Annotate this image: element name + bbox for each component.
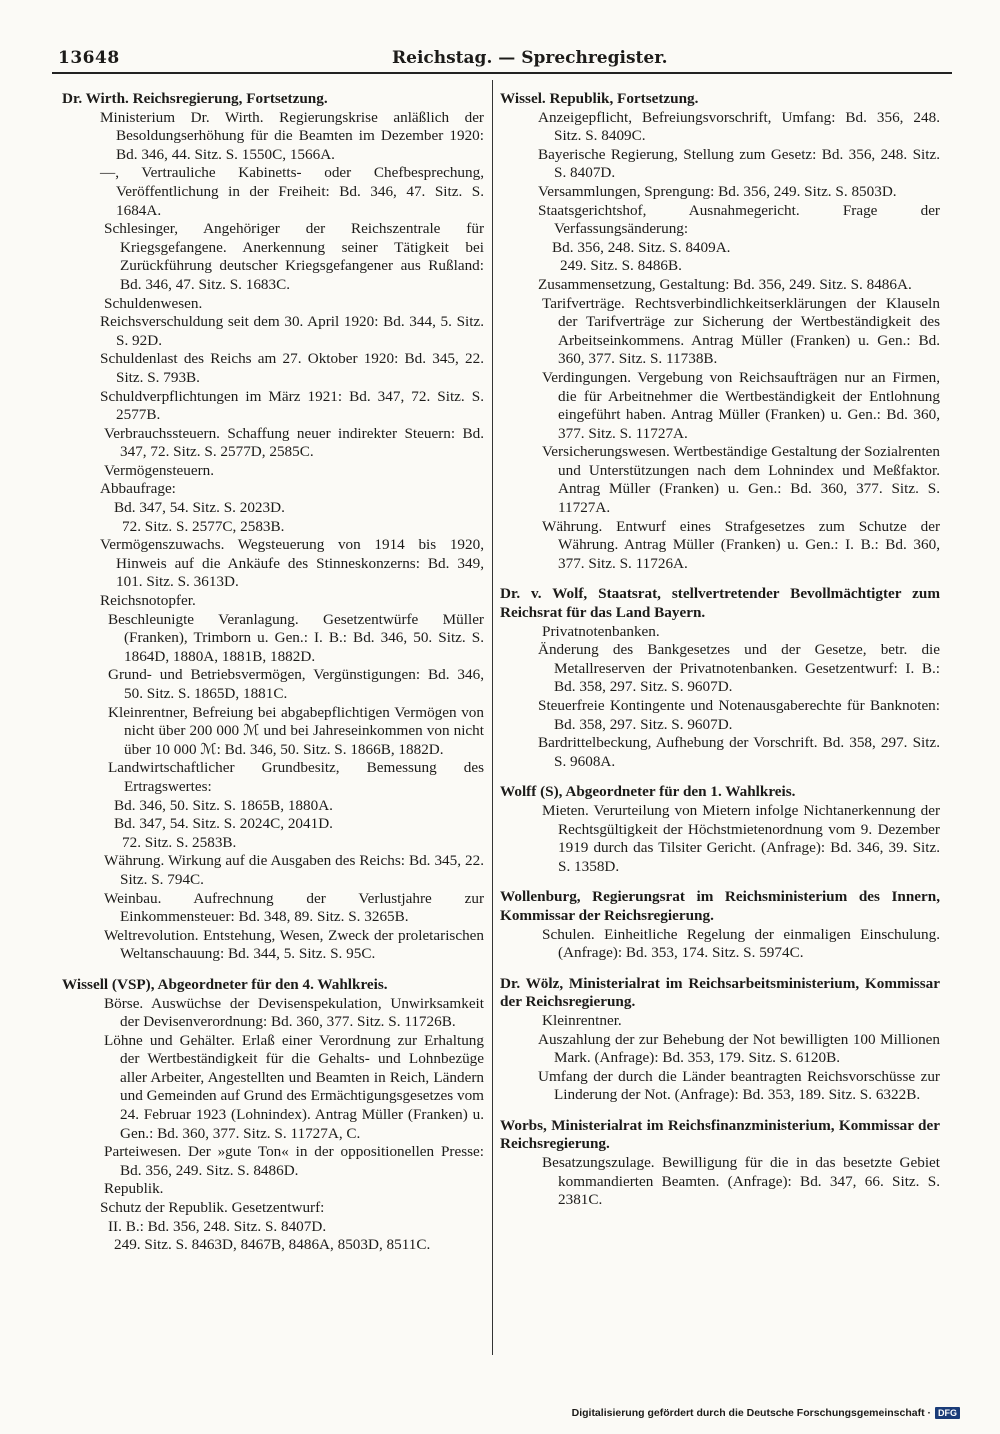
running-title: Reichstag. — Sprechregister. [392,48,668,68]
entry-line: Beschleunigte Veranlagung. Gesetzentwürfe Müller (Franken), Trimborn u. Gen.: I. B.: Bd. 346, 50. Sitz. S. 1864D, 1880A, 1881B, 1882D. [108,610,484,665]
entry-line: Vermögenszuwachs. Wegsteuerung von 1914 bis 1920, Hinweis auf die Ankäufe des Stinneskonzerns: Bd. 349, 101. Sitz. S. 3613D. [100,536,484,591]
entry-line: Verbrauchssteuern. Schaffung neuer indirekter Steuern: Bd. 347, 72. Sitz. S. 2577D, 2585C. [104,424,484,461]
column-divider [492,80,493,1355]
entry-line: Bd. 346, 50. Sitz. S. 1865B, 1880A. [114,796,333,814]
entry-line: 249. Sitz. S. 8486B. [560,257,682,275]
entry-line: Zusammensetzung, Gestaltung: Bd. 356, 249. Sitz. S. 8486A. [538,275,912,293]
entry-line: II. B.: Bd. 356, 248. Sitz. S. 8407D. [108,1217,327,1235]
entry-line: Bd. 347, 54. Sitz. S. 2024C, 2041D. [114,815,333,833]
entry-line: Kleinrentner. [542,1011,622,1029]
entry-line: Versammlungen, Sprengung: Bd. 356, 249. Sitz. S. 8503D. [538,182,897,200]
entry-line: Verdingungen. Vergebung von Reichsaufträgen nur an Firmen, die für Arbeitnehmer die Wertbeständigkeit der Entlohnung eingeführt haben. Antrag Müller (Franken) u. Gen.: Bd. 360, 377. Sitz. S. 11727A. [542,368,940,442]
entry-line: Weltrevolution. Entstehung, Wesen, Zweck der proletarischen Weltanschauung: Bd. 344, 5. Sitz. S. 95C. [104,926,484,963]
entry-line: Schulen. Einheitliche Regelung der einmaligen Einschulung. (Anfrage): Bd. 353, 174. Sitz. S. 5974C. [542,925,940,962]
entry-line: —, Vertrauliche Kabinetts- oder Chefbesprechung, Veröffentlichung in der Freiheit: Bd. 346, 47. Sitz. S. 1684A. [100,164,484,219]
register-entry [500,585,940,771]
entry-line: Bd. 356, 248. Sitz. S. 8409A. [552,238,731,256]
entry-line: Umfang der durch die Länder beantragten Reichsvorschüsse zur Linderung der Not. (Anfrage): Bd. 353, 189. Sitz. S. 6322B. [538,1067,940,1104]
entry-line: Kleinrentner, Befreiung bei abgabepflichtigen Vermögen von nicht über 200 000 ℳ und bei Jahreseinkommen von nicht über 10 000 ℳ: Bd. 346, 50. Sitz. S. 1866B, 1882D. [108,703,484,758]
entry-line: Mieten. Verurteilung von Mietern infolge Nichtanerkennung der Rechtsgültigkeit der Höchstmietenordnung vom 9. Dezember 1919 durch das Tilsiter Gericht. (Anfrage): Bd. 346, 39. Sitz. S. 1358D. [542,801,940,875]
entry-line: Währung. Entwurf eines Strafgesetzes zum Schutze der Währung. Antrag Müller (Franken) u. Gen.: I. B.: Bd. 360, 377. Sitz. S. 11726A. [542,517,940,572]
entry-line: Währung. Wirkung auf die Ausgaben des Reichs: Bd. 345, 22. Sitz. S. 794C. [104,852,484,888]
entry-line: Schutz der Republik. Gesetzentwurf: [100,1199,325,1217]
entry-line: Staatsgerichtshof, Ausnahmegericht. Frage der Verfassungsänderung: [538,201,940,238]
register-entry [500,1117,940,1210]
entry-heading: Dr. Wölz, Ministerialrat im Reichsarbeitsministerium, Kommissar der Reichsregierung. [500,974,940,1011]
entry-line: Republik. [104,1180,164,1198]
entry-line: Versicherungswesen. Wertbeständige Gestaltung der Sozialrenten und Unterstützungen nach dem Lohnindex und Meßfaktor. Antrag Müller (Franken) u. Gen.: Bd. 360, 377. Sitz. S. 11727A. [542,443,940,517]
header-rule [52,72,952,74]
entry-line: Reichsnotopfer. [100,592,196,610]
right-column [500,90,940,1222]
entry-line: Reichsverschuldung seit dem 30. April 1920: Bd. 344, 5. Sitz. S. 92D. [100,313,484,349]
entry-line: Bd. 347, 54. Sitz. S. 2023D. [114,499,285,517]
register-entry [62,976,484,1255]
entry-line: Anzeigepflicht, Befreiungsvorschrift, Umfang: Bd. 356, 248. Sitz. S. 8409C. [538,108,940,145]
page-header [52,44,952,72]
entry-line: Schuldverpflichtungen im März 1921: Bd. 347, 72. Sitz. S. 2577B. [100,387,484,424]
left-column [62,90,484,1267]
register-entry [500,90,940,573]
entry-line: Schuldenlast des Reichs am 27. Oktober 1920: Bd. 345, 22. Sitz. S. 793B. [100,350,484,386]
page-number: 13648 [58,48,120,68]
footer-credit: Digitalisierung gefördert durch die Deutsche Forschungsgemeinschaft · [571,1407,931,1419]
entry-heading: Dr. v. Wolf, Staatsrat, stellvertretender Bevollmächtigter zum Reichsrat für das Land Bayern. [500,585,940,622]
entry-line: Parteiwesen. Der »gute Ton« in der oppositionellen Presse: Bd. 356, 249. Sitz. S. 8486D. [104,1143,484,1179]
entry-line: Börse. Auswüchse der Devisenspekulation, Unwirksamkeit der Devisenverordnung: Bd. 360, 377. Sitz. S. 11726B. [104,994,484,1031]
register-entry [500,783,940,876]
entry-line: Schlesinger, Angehöriger der Reichszentrale für Kriegsgefangene. Anerkennung seiner Tätigkeit bei Zurückführung deutscher Kriegsgefangener aus Rußland: Bd. 346, 47. Sitz. S. 1683C. [104,220,484,293]
entry-heading: Wolff (S), Abgeordneter für den 1. Wahlkreis. [500,783,796,801]
entry-line: Abbaufrage: [100,480,176,498]
register-entry [500,888,940,962]
entry-heading: Worbs, Ministerialrat im Reichsfinanzministerium, Kommissar der Reichsregierung. [500,1116,940,1153]
register-entry [500,975,940,1105]
entry-line: Landwirtschaftlicher Grundbesitz, Bemessung des Ertragswertes: [108,759,484,795]
dfg-logo: DFG [935,1407,960,1419]
entry-line: Grund- und Betriebsvermögen, Vergünstigungen: Bd. 346, 50. Sitz. S. 1865D, 1881C. [108,666,484,702]
entry-line: Änderung des Bankgesetzes und der Gesetze, betr. die Metallreserven der Privatnotenbanken. Gesetzentwurf: I. B.: Bd. 358, 297. Sitz. S. 9607D. [538,641,940,696]
entry-line: Privatnotenbanken. [542,622,660,640]
entry-heading: Wissell (VSP), Abgeordneter für den 4. Wahlkreis. [62,975,388,993]
entry-line: Weinbau. Aufrechnung der Verlustjahre zur Einkommensteuer: Bd. 348, 89. Sitz. S. 3265B. [104,889,484,926]
entry-line: Ministerium Dr. Wirth. Regierungskrise anläßlich der Besoldungserhöhung für die Beamten im Dezember 1920: Bd. 346, 44. Sitz. S. 1550C, 1566A. [100,108,484,163]
register-entry [62,90,484,964]
entry-line: Löhne und Gehälter. Erlaß einer Verordnung zur Erhaltung der Wertbeständigkeit für die Gehalts- und Lohnbezüge aller Arbeiter, Angestellten und Beamten in Reich, Ländern und Gemeinden auf Grund des Ermächtigungsgesetzes vom 24. Februar 1923 (Lohnindex). Antrag Müller (Franken) u. Gen.: Bd. 360, 377. Sitz. S. 11727A, C. [104,1031,484,1142]
entry-line: Bardrittelbeckung, Aufhebung der Vorschrift. Bd. 358, 297. Sitz. S. 9608A. [538,734,940,770]
entry-line: Schuldenwesen. [104,294,203,312]
entry-line: 249. Sitz. S. 8463D, 8467B, 8486A, 8503D, 8511C. [114,1236,431,1254]
entry-line: Auszahlung der zur Behebung der Not bewilligten 100 Millionen Mark. (Anfrage): Bd. 353, 179. Sitz. S. 6120B. [538,1030,940,1067]
entry-line: 72. Sitz. S. 2577C, 2583B. [122,517,285,535]
entry-heading: Wissel. Republik, Fortsetzung. [500,90,699,107]
entry-line: Vermögensteuern. [104,461,215,479]
entry-heading: Dr. Wirth. Reichsregierung, Fortsetzung. [62,90,328,107]
entry-line: Besatzungszulage. Bewilligung für die in das besetzte Gebiet kommandierten Beamten. (Anfrage): Bd. 347, 66. Sitz. S. 2381C. [542,1154,940,1209]
footer [572,1407,960,1419]
entry-line: Steuerfreie Kontingente und Notenausgaberechte für Banknoten: Bd. 358, 297. Sitz. S. 9607D. [538,697,940,733]
entry-line: Bayerische Regierung, Stellung zum Gesetz: Bd. 356, 248. Sitz. S. 8407D. [538,145,940,182]
entry-heading: Wollenburg, Regierungsrat im Reichsministerium des Innern, Kommissar der Reichsregierung. [500,888,940,924]
entry-line: Tarifverträge. Rechtsverbindlichkeitserklärungen der Klauseln der Tarifverträge zur Sicherung der Wertbeständigkeit des Arbeitseinkommens. Antrag Müller (Franken) u. Gen.: Bd. 360, 377. Sitz. S. 11738B. [542,294,940,368]
entry-line: 72. Sitz. S. 2583B. [122,833,237,851]
